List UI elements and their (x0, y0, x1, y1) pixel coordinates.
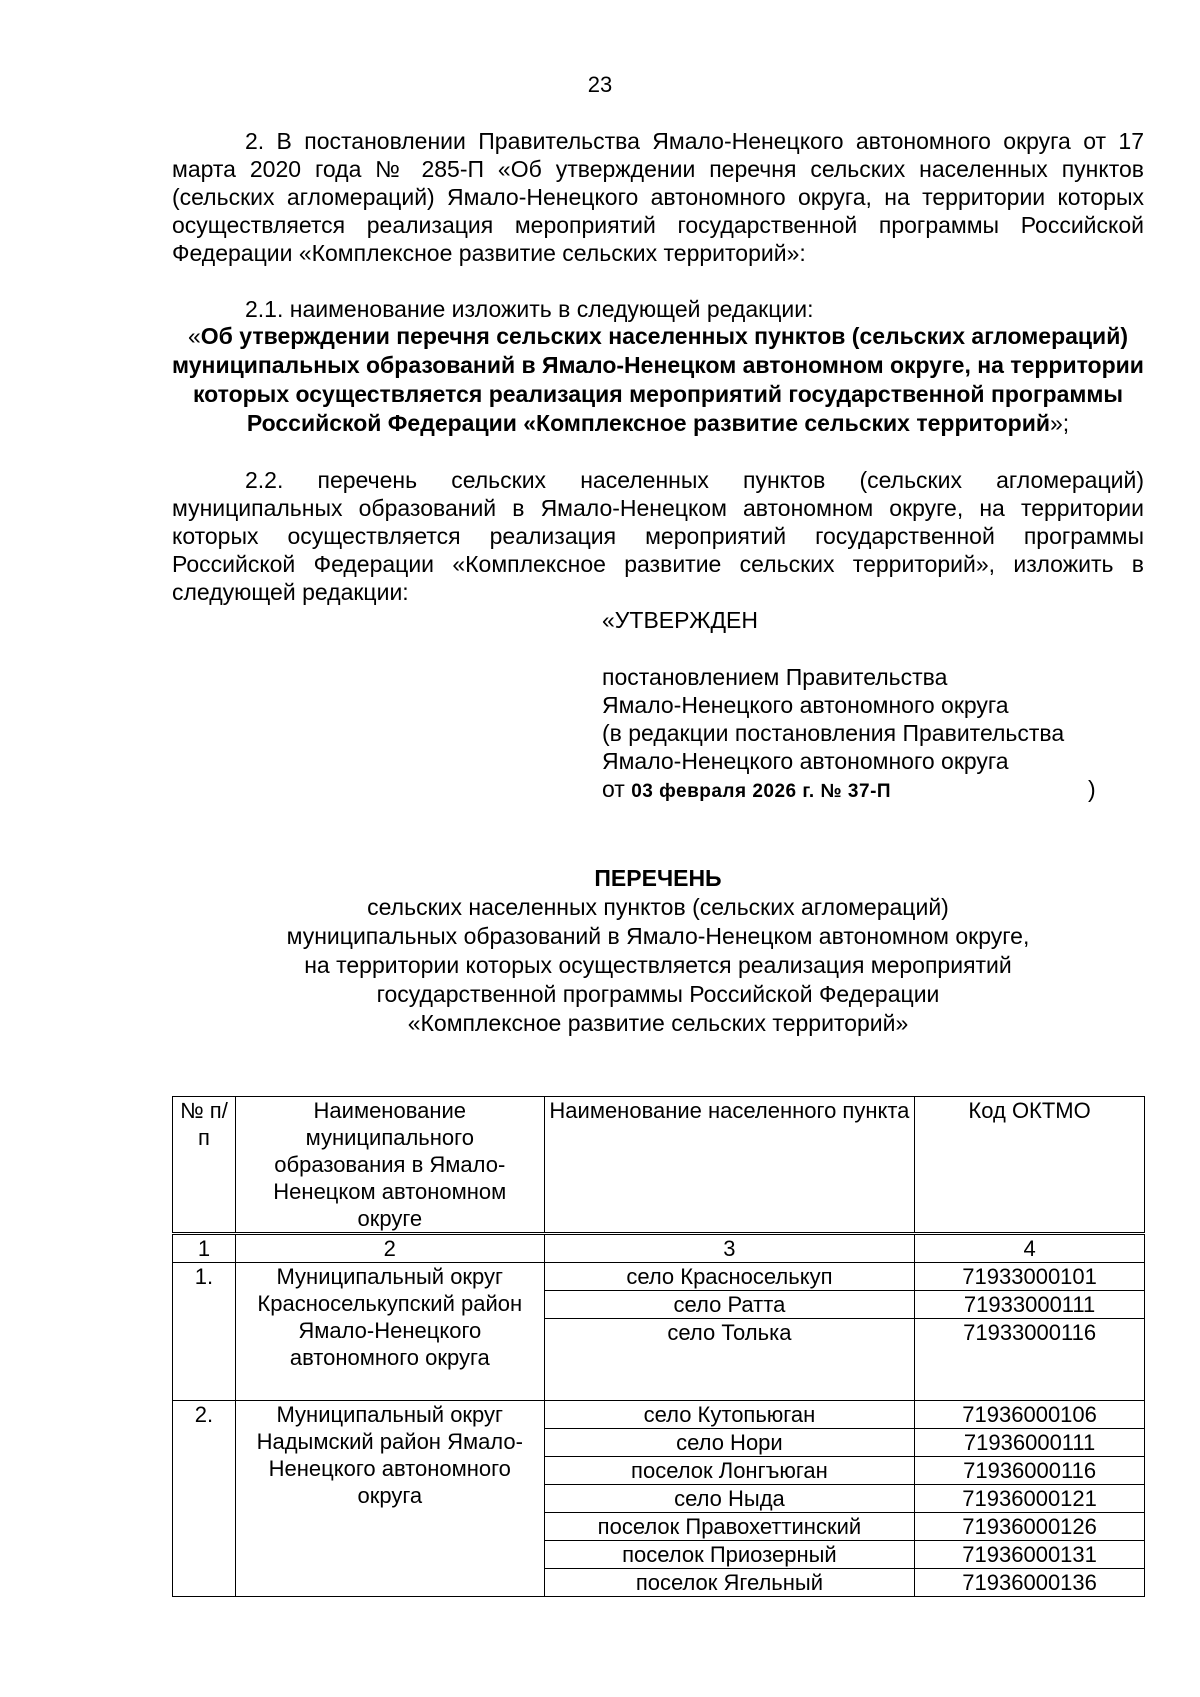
approval-line-4: Ямало-Ненецкого автономного округа (602, 748, 1009, 774)
list-subtitle-2: муниципальных образований в Ямало-Ненецком автономном округе, (286, 923, 1030, 949)
oktmo-code: 71936000131 (915, 1541, 1145, 1569)
oktmo-code: 71936000111 (915, 1429, 1145, 1457)
municipality-name: Муниципальный округ Красноселькупский район Ямало-Ненецкого автономного округа (235, 1263, 544, 1401)
settlement-name: поселок Приозерный (544, 1541, 915, 1569)
paragraph-2: 2. В постановлении Правительства Ямало-Ненецкого автономного округа от 17 марта 2020 года № 285-П «Об утверждении перечня сельских населенных пунктов (сельских агломераций) Ямало-Ненецкого автономного округа, на территории которых осуществляется реализация мероприятий государственной программы Российской Федерации «Комплексное развитие сельских территорий»: (172, 128, 1144, 266)
page-number: 23 (587, 72, 613, 97)
settlement-name: поселок Лонгъюган (544, 1457, 915, 1485)
decree-number: 03 февраля 2026 г. № 37-П (631, 781, 892, 802)
list-subtitle-5: «Комплексное развитие сельских территорий» (407, 1010, 909, 1036)
new-title-block (172, 322, 1144, 438)
table-row (173, 1401, 1145, 1429)
settlement-name: село Красноселькуп (544, 1263, 915, 1291)
column-number-4: 4 (915, 1234, 1145, 1263)
approval-line-1: постановлением Правительства (602, 664, 948, 690)
oktmo-code: 71936000116 (915, 1457, 1145, 1485)
list-subtitle-3: на территории которых осуществляется реализация мероприятий (304, 952, 1012, 978)
oktmo-code: 71933000101 (915, 1263, 1145, 1291)
municipality-name: Муниципальный округ Надымский район Ямало-Ненецкого автономного округа (235, 1401, 544, 1597)
list-heading (172, 864, 1144, 1038)
settlement-name: село Ныда (544, 1485, 915, 1513)
table-column-numbers-row (173, 1234, 1145, 1263)
group-number: 1. (173, 1263, 236, 1401)
settlement-name: поселок Правохеттинский (544, 1513, 915, 1541)
oktmo-code: 71936000121 (915, 1485, 1145, 1513)
header-number: № п/п (173, 1097, 236, 1234)
header-municipality: Наименование муниципального образования в Ямало-Ненецком автономном округе (235, 1097, 544, 1234)
new-title-text: Об утверждении перечня сельских населенных пунктов (сельских агломераций) муниципальных образований в Ямало-Ненецком автономном округе, на территории которых осуществляется реализация мероприятий государственной программы Российской Федерации «Комплексное развитие сельских территорий (172, 323, 1144, 436)
oktmo-code: 71933000111 (915, 1291, 1145, 1319)
oktmo-code: 71936000126 (915, 1513, 1145, 1541)
approval-line-3: (в редакции постановления Правительства (602, 720, 1065, 746)
settlements-table (172, 1096, 1145, 1597)
oktmo-code: 71936000106 (915, 1401, 1145, 1429)
approval-line-2: Ямало-Ненецкого автономного округа (602, 692, 1009, 718)
approval-from: от (602, 776, 625, 802)
column-number-3: 3 (544, 1234, 915, 1263)
approval-stamp-heading: «УТВЕРЖДЕН (602, 607, 758, 633)
settlement-name: село Толька (544, 1319, 915, 1401)
group-number: 2. (173, 1401, 236, 1597)
header-settlement: Наименование населенного пункта (544, 1097, 915, 1234)
oktmo-code: 71936000136 (915, 1569, 1145, 1597)
header-oktmo: Код ОКТМО (915, 1097, 1145, 1234)
settlement-name: село Кутопьюган (544, 1401, 915, 1429)
paragraph-2-2: 2.2. перечень сельских населенных пунктов (сельских агломераций) муниципальных образований в Ямало-Ненецком автономном округе, на территории которых осуществляется реализация мероприятий государственной программы Российской Федерации «Комплексное развитие сельских территорий», изложить в следующей редакции: (172, 467, 1144, 605)
title-open-quote: « (187, 323, 201, 349)
column-number-1: 1 (173, 1234, 236, 1263)
paragraph-2-1: 2.1. наименование изложить в следующей редакции: (245, 296, 814, 322)
list-title: ПЕРЕЧЕНЬ (594, 865, 722, 891)
approval-decree-line (602, 775, 1162, 806)
table-row (173, 1263, 1145, 1291)
approval-close-paren: ) (1088, 776, 1096, 802)
oktmo-code: 71933000116 (915, 1319, 1145, 1401)
settlement-name: село Нори (544, 1429, 915, 1457)
column-number-2: 2 (235, 1234, 544, 1263)
list-subtitle-1: сельских населенных пунктов (сельских агломераций) (367, 894, 949, 920)
settlement-name: село Ратта (544, 1291, 915, 1319)
settlement-name: поселок Ягельный (544, 1569, 915, 1597)
title-close-quote: »; (1049, 410, 1070, 436)
table-header-row (173, 1097, 1145, 1234)
list-subtitle-4: государственной программы Российской Федерации (376, 981, 940, 1007)
